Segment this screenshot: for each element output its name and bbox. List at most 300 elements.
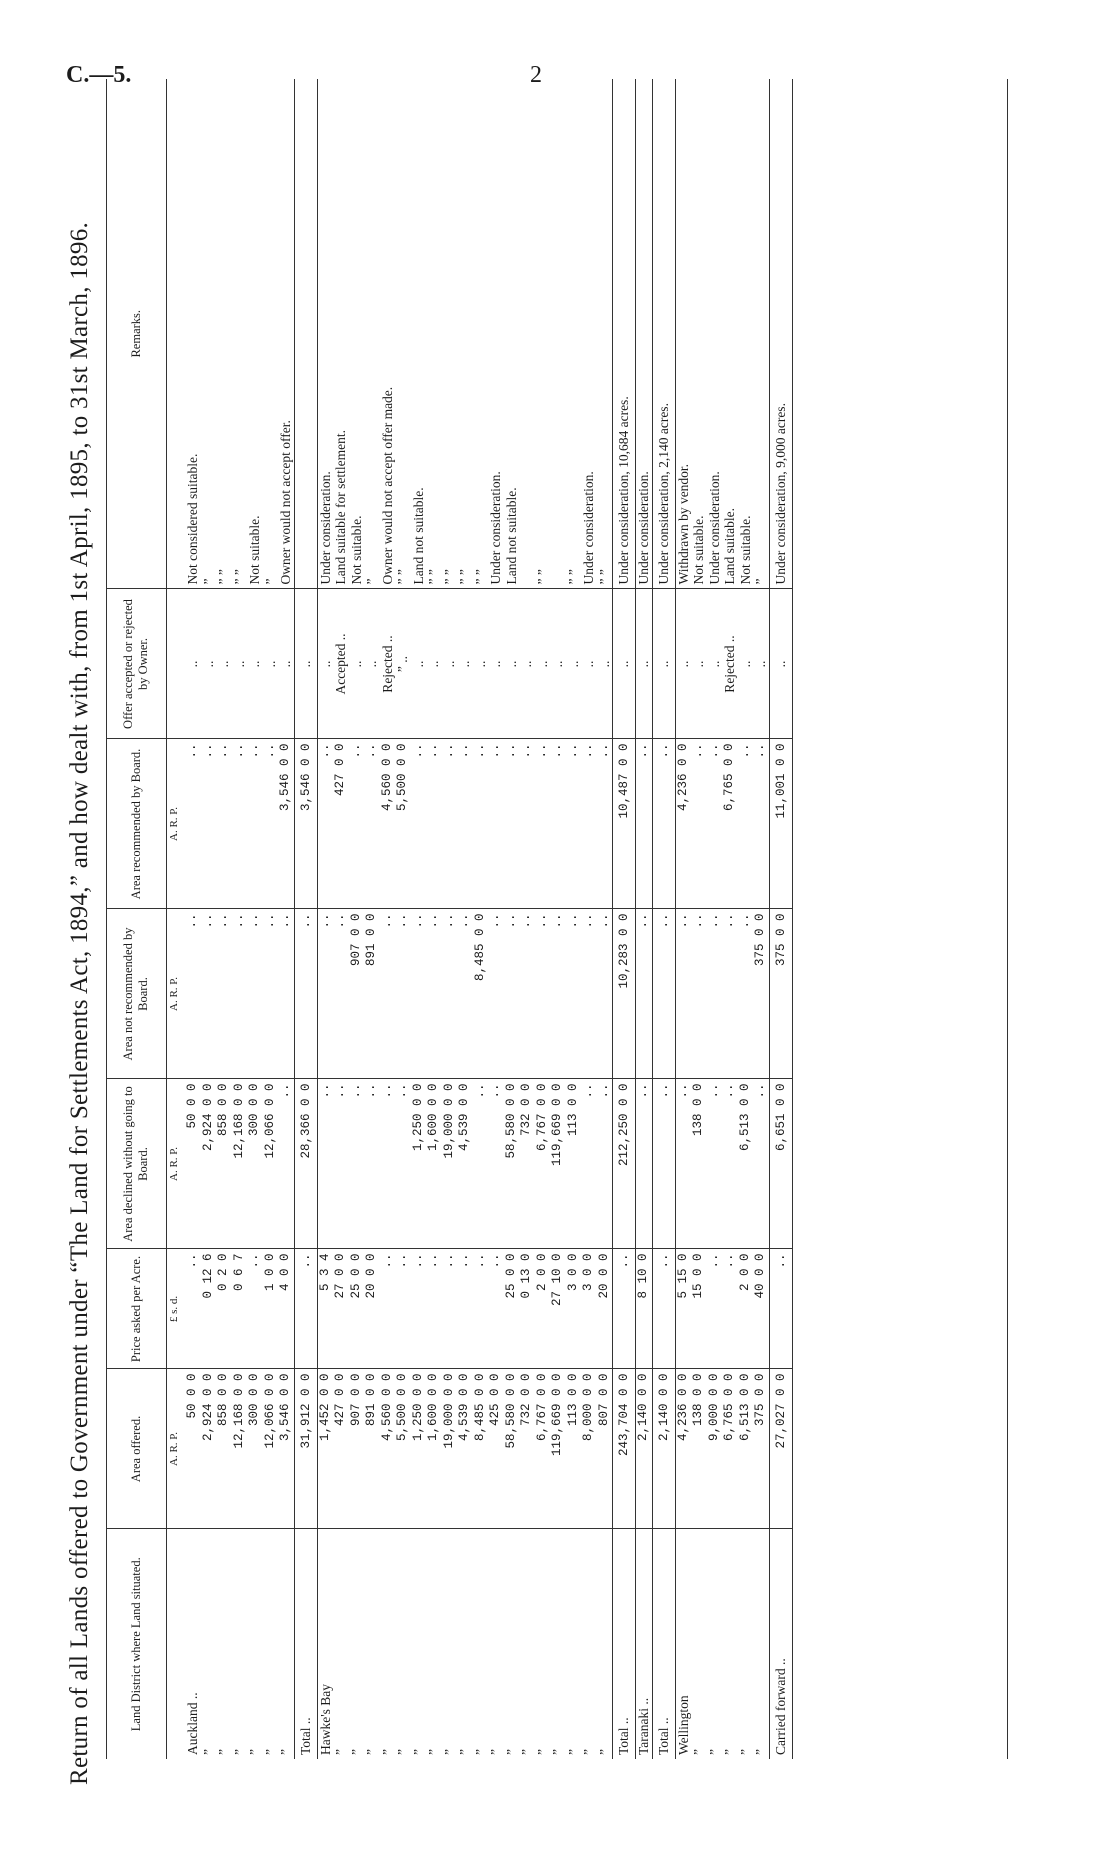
cell-remarks: Owner would not accept offer. <box>278 420 293 585</box>
cell-district: Wellington <box>675 1529 691 1759</box>
cell-price: .. <box>426 1249 442 1369</box>
cell-price: 27 0 0 <box>333 1249 349 1369</box>
cell-remarks: Land suitable for settlement. <box>333 430 348 585</box>
cell-area-recommended: .. <box>738 739 754 909</box>
table-row <box>185 79 201 1759</box>
cell-area-declined: 6,651 0 0 <box>769 1079 792 1249</box>
cell-district: ” <box>738 1529 754 1759</box>
cell-area-recommended: .. <box>753 739 769 909</box>
cell-area-offered: 243,704 0 0 <box>613 1369 636 1529</box>
cell-remarks: ” ” <box>426 569 441 585</box>
table-row <box>426 79 442 1759</box>
cell-price: 25 0 0 <box>504 1249 520 1369</box>
cell-area-recommended: .. <box>426 739 442 909</box>
cell-area-offered: 113 0 0 <box>566 1369 582 1529</box>
cell-area-offered: 27,027 0 0 <box>769 1369 792 1529</box>
cell-area-recommended: .. <box>349 739 365 909</box>
cell-area-recommended: 4,560 0 0 <box>380 739 396 909</box>
cell-area-declined: 28,366 0 0 <box>294 1079 317 1249</box>
cell-area-offered: 119,669 0 0 <box>550 1369 566 1529</box>
cell-area-recommended: .. <box>263 739 279 909</box>
cell-area-declined: 1,250 0 0 <box>411 1079 427 1249</box>
cell-district: ” <box>550 1529 566 1759</box>
cell-area-declined: .. <box>707 1079 723 1249</box>
cell-remarks: Owner would not accept offer made. <box>379 386 395 585</box>
cell-district: ” <box>691 1529 707 1759</box>
cell-area-offered: 8,485 0 0 <box>473 1369 489 1529</box>
cell-area-recommended: 427 0 0 <box>333 739 349 909</box>
cell-area-recommended: .. <box>185 739 201 909</box>
cell-remarks: ” <box>200 578 216 585</box>
cell-remarks: Not suitable. <box>737 515 753 585</box>
cell-area-not-recommended: 375 0 0 <box>769 909 792 1079</box>
table-row <box>317 79 333 1759</box>
cell-area-recommended: 3,546 0 0 <box>294 739 317 909</box>
table-row <box>380 79 396 1759</box>
col-header-owner-response: Offer accepted or rejected by Owner. <box>106 589 167 739</box>
units-cell-empty <box>167 1529 186 1759</box>
cell-area-not-recommended: .. <box>247 909 263 1079</box>
cell-owner-response: .. <box>411 589 427 739</box>
cell-area-not-recommended: 907 0 0 <box>349 909 365 1079</box>
cell-district: ” <box>349 1529 365 1759</box>
table-row <box>504 79 520 1759</box>
cell-area-offered: 5,500 0 0 <box>395 1369 411 1529</box>
table-row <box>738 79 754 1759</box>
cell-owner-response: .. <box>691 589 707 739</box>
title-part-2: “The Land for Settlements Act, 1894,” and how dealt with, from 1st April, 1895, to 31st March, 1896. <box>66 221 93 1273</box>
cell-owner-response: .. <box>504 589 520 739</box>
cell-area-offered: 19,000 0 0 <box>442 1369 458 1529</box>
cell-price: .. <box>442 1249 458 1369</box>
cell-owner-response: Rejected .. <box>380 589 396 739</box>
units-price: £ s. d. <box>167 1249 186 1369</box>
cell-remarks <box>294 79 317 589</box>
units-area-declined: A. R. P. <box>167 1079 186 1249</box>
cell-area-declined: 113 0 0 <box>566 1079 582 1249</box>
cell-area-not-recommended: .. <box>581 909 597 1079</box>
cell-area-offered: 58,580 0 0 <box>504 1369 520 1529</box>
cell-area-declined: .. <box>675 1079 691 1249</box>
cell-area-not-recommended: .. <box>216 909 232 1079</box>
cell-area-recommended: 11,001 0 0 <box>769 739 792 909</box>
cell-area-not-recommended: .. <box>294 909 317 1079</box>
cell-area-declined: 300 0 0 <box>247 1079 263 1249</box>
cell-remarks: Under consideration, 10,684 acres. <box>613 79 636 589</box>
cell-area-declined: .. <box>581 1079 597 1249</box>
cell-area-declined: .. <box>278 1079 294 1249</box>
cell-area-declined: 2,924 0 0 <box>201 1079 217 1249</box>
cell-remarks: ” ” <box>534 569 550 585</box>
cell-area-recommended: .. <box>652 739 675 909</box>
cell-owner-response: .. <box>652 589 675 739</box>
table-title <box>66 65 94 1785</box>
cell-area-recommended: .. <box>317 739 333 909</box>
table-row <box>488 79 504 1759</box>
cell-area-declined: 58,580 0 0 <box>504 1079 520 1249</box>
col-header-area-offered: Area offered. <box>106 1369 167 1529</box>
cell-area-declined: .. <box>380 1079 396 1249</box>
cell-price: 2 0 0 <box>535 1249 551 1369</box>
cell-price: 0 2 0 <box>216 1249 232 1369</box>
cell-area-offered: 427 0 0 <box>333 1369 349 1529</box>
cell-district: Total .. <box>652 1529 675 1759</box>
cell-area-declined: 4,539 0 0 <box>457 1079 473 1249</box>
cell-district: ” <box>707 1529 723 1759</box>
cell-area-not-recommended: .. <box>535 909 551 1079</box>
cell-district: ” <box>504 1529 520 1759</box>
cell-remarks: Under consideration, 2,140 acres. <box>652 79 675 589</box>
cell-area-recommended: .. <box>566 739 582 909</box>
cell-area-declined: 119,669 0 0 <box>550 1079 566 1249</box>
cell-owner-response: ” .. <box>395 589 411 739</box>
cell-area-not-recommended: .. <box>738 909 754 1079</box>
cell-owner-response: .. <box>535 589 551 739</box>
col-header-area-declined: Area declined without going to Board. <box>106 1079 167 1249</box>
cell-area-declined: .. <box>488 1079 504 1249</box>
table-row <box>675 79 691 1759</box>
cell-price: .. <box>380 1249 396 1369</box>
cell-remarks: ” ” <box>565 569 581 585</box>
cell-owner-response: .. <box>247 589 263 739</box>
cell-area-not-recommended: .. <box>675 909 691 1079</box>
cell-area-recommended: .. <box>636 739 653 909</box>
cell-district: ” <box>473 1529 489 1759</box>
cell-area-offered: 1,250 0 0 <box>411 1369 427 1529</box>
cell-area-offered: 907 0 0 <box>349 1369 365 1529</box>
cell-price: .. <box>411 1249 427 1369</box>
cell-remarks: Under consideration. <box>488 471 503 585</box>
total-row <box>652 79 675 1759</box>
cell-owner-response: .. <box>769 589 792 739</box>
cell-area-offered: 4,560 0 0 <box>380 1369 396 1529</box>
units-row <box>167 79 186 1759</box>
cell-district: ” <box>457 1529 473 1759</box>
cell-area-recommended: .. <box>247 739 263 909</box>
cell-district: Auckland .. <box>185 1529 201 1759</box>
cell-owner-response: .. <box>636 589 653 739</box>
cell-area-not-recommended: .. <box>278 909 294 1079</box>
cell-area-declined: .. <box>636 1079 653 1249</box>
cell-area-declined: .. <box>395 1079 411 1249</box>
cell-area-offered: 2,140 0 0 <box>636 1369 653 1529</box>
cell-area-offered: 6,513 0 0 <box>738 1369 754 1529</box>
cell-area-offered: 807 0 0 <box>597 1369 613 1529</box>
cell-area-offered: 3,546 0 0 <box>278 1369 294 1529</box>
cell-area-declined: 6,513 0 0 <box>738 1079 754 1249</box>
cell-area-offered: 858 0 0 <box>216 1369 232 1529</box>
table-row <box>333 79 349 1759</box>
cell-remarks: ” ” <box>596 569 612 585</box>
cell-owner-response: Accepted .. <box>333 589 349 739</box>
cell-area-declined: 212,250 0 0 <box>613 1079 636 1249</box>
header-row <box>106 79 167 1759</box>
cell-area-not-recommended: .. <box>411 909 427 1079</box>
cell-area-offered: 138 0 0 <box>691 1369 707 1529</box>
units-area-recommended: A. R. P. <box>167 739 186 909</box>
cell-area-not-recommended: .. <box>201 909 217 1079</box>
document-reference: C.—5. <box>66 62 132 88</box>
cell-district: ” <box>519 1529 535 1759</box>
cell-price: .. <box>488 1249 504 1369</box>
cell-remarks: Under consideration. <box>636 471 651 585</box>
units-area-not-recommended: A. R. P. <box>167 909 186 1079</box>
cell-area-not-recommended: 891 0 0 <box>364 909 380 1079</box>
cell-price: 0 13 0 <box>519 1249 535 1369</box>
cell-price: .. <box>473 1249 489 1369</box>
cell-owner-response: .. <box>519 589 535 739</box>
cell-district: ” <box>364 1529 380 1759</box>
cell-area-not-recommended: .. <box>566 909 582 1079</box>
table-row <box>247 79 263 1759</box>
cell-remarks: ” ” <box>441 569 457 585</box>
cell-price: 3 0 0 <box>581 1249 597 1369</box>
cell-area-declined: .. <box>652 1079 675 1249</box>
cell-area-recommended: .. <box>216 739 232 909</box>
col-header-price: Price asked per Acre. <box>106 1249 167 1369</box>
table-row <box>349 79 365 1759</box>
cell-price: .. <box>707 1249 723 1369</box>
table-body <box>167 79 793 1759</box>
units-cell-empty <box>167 589 186 739</box>
cell-area-offered: 891 0 0 <box>364 1369 380 1529</box>
table-row <box>457 79 473 1759</box>
cell-area-not-recommended: .. <box>333 909 349 1079</box>
table-row <box>232 79 248 1759</box>
cell-area-offered: 375 0 0 <box>753 1369 769 1529</box>
cell-district: Hawke's Bay <box>317 1529 333 1759</box>
cell-area-declined: .. <box>473 1079 489 1249</box>
cell-area-offered: 12,168 0 0 <box>232 1369 248 1529</box>
cell-owner-response: .. <box>566 589 582 739</box>
cell-remarks: ” <box>262 578 278 585</box>
cell-area-recommended: .. <box>691 739 707 909</box>
cell-area-recommended: .. <box>201 739 217 909</box>
cell-area-offered: 1,600 0 0 <box>426 1369 442 1529</box>
title-part-1: Return of all Lands offered to Government under <box>66 1279 93 1785</box>
table-row <box>722 79 738 1759</box>
col-header-district: Land District where Land situated. <box>106 1529 167 1759</box>
cell-area-offered: 2,924 0 0 <box>201 1369 217 1529</box>
cell-area-offered: 50 0 0 <box>185 1369 201 1529</box>
cell-district: ” <box>263 1529 279 1759</box>
cell-area-recommended: .. <box>597 739 613 909</box>
cell-owner-response: .. <box>232 589 248 739</box>
cell-district: ” <box>333 1529 349 1759</box>
cell-price: .. <box>613 1249 636 1369</box>
cell-area-not-recommended: 10,283 0 0 <box>613 909 636 1079</box>
cell-area-offered: 8,000 0 0 <box>581 1369 597 1529</box>
cell-area-declined: 12,066 0 0 <box>263 1079 279 1249</box>
cell-remarks: ” ” <box>395 569 410 585</box>
cell-district: ” <box>442 1529 458 1759</box>
cell-area-recommended: .. <box>457 739 473 909</box>
table-row <box>581 79 597 1759</box>
table-row <box>395 79 411 1759</box>
cell-owner-response: .. <box>278 589 294 739</box>
cell-area-offered: 4,539 0 0 <box>457 1369 473 1529</box>
table-row <box>201 79 217 1759</box>
cell-owner-response: .. <box>263 589 279 739</box>
cell-price: 0 6 7 <box>232 1249 248 1369</box>
cell-owner-response: .. <box>185 589 201 739</box>
cell-district: ” <box>566 1529 582 1759</box>
cell-area-not-recommended: .. <box>263 909 279 1079</box>
cell-area-not-recommended: .. <box>232 909 248 1079</box>
cell-price: 25 0 0 <box>349 1249 365 1369</box>
cell-price: 27 10 0 <box>550 1249 566 1369</box>
table-row <box>411 79 427 1759</box>
cell-area-offered: 9,000 0 0 <box>707 1369 723 1529</box>
cell-area-offered: 12,066 0 0 <box>263 1369 279 1529</box>
cell-district: ” <box>722 1529 738 1759</box>
cell-remarks <box>550 79 566 589</box>
cell-area-declined: .. <box>597 1079 613 1249</box>
cell-remarks: Land not suitable. <box>503 487 519 585</box>
cell-remarks: Not suitable. <box>247 515 262 585</box>
cell-owner-response: .. <box>442 589 458 739</box>
cell-area-recommended: 5,500 0 0 <box>395 739 411 909</box>
cell-area-recommended: .. <box>519 739 535 909</box>
cell-price: .. <box>294 1249 317 1369</box>
cell-area-declined: 19,000 0 0 <box>442 1079 458 1249</box>
table-row <box>364 79 380 1759</box>
cell-district: Carried forward .. <box>769 1529 792 1759</box>
cell-price: 4 0 0 <box>278 1249 294 1369</box>
cell-remarks: Land suitable. <box>722 508 737 585</box>
cell-owner-response: .. <box>457 589 473 739</box>
cell-area-offered: 2,140 0 0 <box>652 1369 675 1529</box>
cell-area-not-recommended: .. <box>707 909 723 1079</box>
cell-area-recommended: .. <box>473 739 489 909</box>
cell-area-not-recommended: .. <box>488 909 504 1079</box>
cell-price: 0 12 6 <box>201 1249 217 1369</box>
cell-area-declined: 1,600 0 0 <box>426 1079 442 1249</box>
cell-area-not-recommended: .. <box>426 909 442 1079</box>
cell-owner-response: .. <box>597 589 613 739</box>
cell-area-not-recommended: .. <box>457 909 473 1079</box>
cell-price: .. <box>722 1249 738 1369</box>
cell-owner-response: .. <box>216 589 232 739</box>
cell-area-declined: .. <box>364 1079 380 1249</box>
table-row <box>216 79 232 1759</box>
cell-area-not-recommended: 375 0 0 <box>753 909 769 1079</box>
cell-area-not-recommended: .. <box>652 909 675 1079</box>
cell-area-recommended: .. <box>550 739 566 909</box>
table-row <box>597 79 613 1759</box>
cell-district: ” <box>232 1529 248 1759</box>
cell-area-recommended: .. <box>232 739 248 909</box>
cell-area-not-recommended: .. <box>597 909 613 1079</box>
cell-area-offered: 300 0 0 <box>247 1369 263 1529</box>
col-header-area-recommended: Area recommended by Board. <box>106 739 167 909</box>
cell-area-not-recommended: .. <box>550 909 566 1079</box>
cell-district: Total .. <box>294 1529 317 1759</box>
cell-district: ” <box>216 1529 232 1759</box>
cell-owner-response: .. <box>753 589 769 739</box>
cell-area-declined: .. <box>349 1079 365 1249</box>
cell-remarks: ” ” <box>216 569 231 585</box>
cell-district: ” <box>278 1529 294 1759</box>
cell-district: ” <box>753 1529 769 1759</box>
cell-area-declined: 50 0 0 <box>185 1079 201 1249</box>
cell-area-declined: .. <box>722 1079 738 1249</box>
cell-district: ” <box>535 1529 551 1759</box>
total-row <box>613 79 636 1759</box>
cell-area-declined: .. <box>753 1079 769 1249</box>
cell-price: 40 0 0 <box>753 1249 769 1369</box>
table-row <box>707 79 723 1759</box>
cell-area-not-recommended: .. <box>380 909 396 1079</box>
cell-area-not-recommended: 8,485 0 0 <box>473 909 489 1079</box>
cell-owner-response: .. <box>550 589 566 739</box>
cell-area-not-recommended: .. <box>317 909 333 1079</box>
cell-area-declined: 12,168 0 0 <box>232 1079 248 1249</box>
cell-area-declined: 138 0 0 <box>691 1079 707 1249</box>
cell-area-not-recommended: .. <box>395 909 411 1079</box>
cell-district: Total .. <box>613 1529 636 1759</box>
table-row <box>519 79 535 1759</box>
cell-price: 20 0 0 <box>597 1249 613 1369</box>
cell-area-recommended: .. <box>488 739 504 909</box>
cell-owner-response: Rejected .. <box>722 589 738 739</box>
cell-area-recommended: .. <box>504 739 520 909</box>
cell-area-not-recommended: .. <box>185 909 201 1079</box>
cell-price: 5 3 4 <box>317 1249 333 1369</box>
cell-area-recommended: .. <box>707 739 723 909</box>
cell-price: 20 0 0 <box>364 1249 380 1369</box>
table-row <box>278 79 294 1759</box>
table-row <box>442 79 458 1759</box>
cell-remarks: ” <box>753 578 768 585</box>
cell-owner-response: .. <box>201 589 217 739</box>
cell-price: .. <box>247 1249 263 1369</box>
cell-remarks <box>519 79 535 589</box>
cell-area-not-recommended: .. <box>442 909 458 1079</box>
cell-area-offered: 1,452 0 0 <box>317 1369 333 1529</box>
cell-area-recommended: .. <box>535 739 551 909</box>
cell-area-offered: 6,767 0 0 <box>535 1369 551 1529</box>
cell-price: 1 0 0 <box>263 1249 279 1369</box>
table-row <box>473 79 489 1759</box>
cell-owner-response: .. <box>349 589 365 739</box>
page-number: 2 <box>530 62 542 88</box>
cell-remarks: ” ” <box>457 569 472 585</box>
cell-price: .. <box>395 1249 411 1369</box>
cell-area-recommended: 4,236 0 0 <box>675 739 691 909</box>
cell-area-declined: .. <box>333 1079 349 1249</box>
cell-area-offered: 31,912 0 0 <box>294 1369 317 1529</box>
cell-area-offered: 6,765 0 0 <box>722 1369 738 1529</box>
cell-area-recommended: .. <box>581 739 597 909</box>
cell-area-offered: 4,236 0 0 <box>675 1369 691 1529</box>
cell-district: ” <box>380 1529 396 1759</box>
cell-district: ” <box>395 1529 411 1759</box>
cell-area-not-recommended: .. <box>691 909 707 1079</box>
cell-area-recommended: .. <box>442 739 458 909</box>
table-row <box>550 79 566 1759</box>
cell-owner-response: .. <box>426 589 442 739</box>
cell-price: .. <box>185 1249 201 1369</box>
cell-area-not-recommended: .. <box>519 909 535 1079</box>
cell-remarks: Under consideration. <box>317 471 333 585</box>
cell-price: 15 0 0 <box>691 1249 707 1369</box>
cell-price: 8 10 0 <box>636 1249 653 1369</box>
cell-remarks: ” <box>364 578 379 585</box>
cell-area-declined: .. <box>317 1079 333 1249</box>
rotated-return-table <box>62 55 1022 1795</box>
cell-owner-response: .. <box>294 589 317 739</box>
